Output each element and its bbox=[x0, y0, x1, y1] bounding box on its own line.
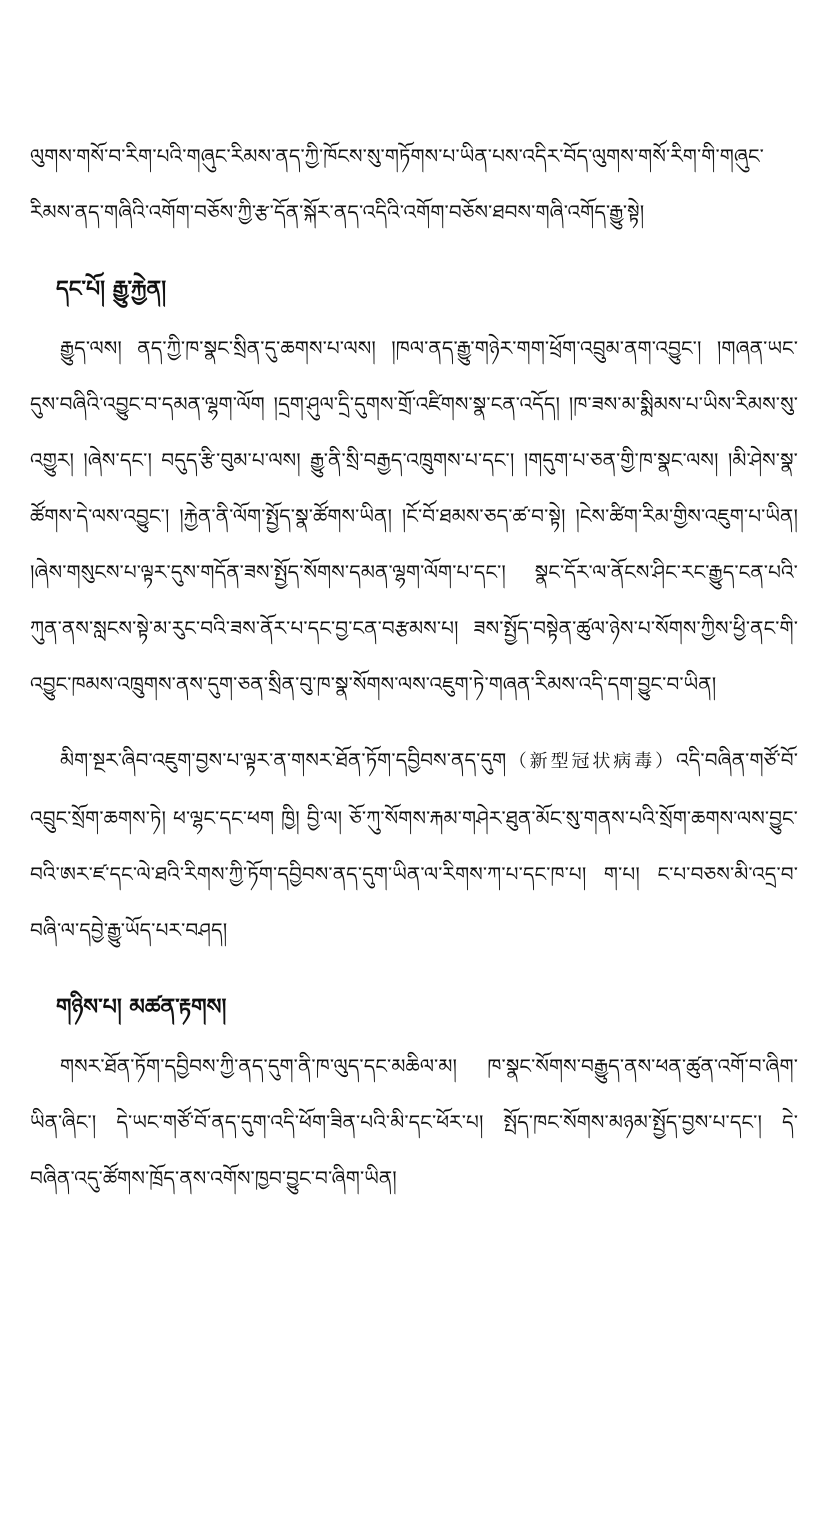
virus-paragraph-rest: འདི་བཞིན་གཙོ་བོ་འབྲུང་སྲོག་ཆགས་ཏེ། ཕ་ལྷང་དང་ཕག ཁྱི། བྱི་ལ། ཅོ་ཀུ་སོགས་རྐམ་གཤེར་ཐུན་མོང་སུ་གནས་པའི་སྲོག་ཆགས་ལས་བྱུང་བའི་ཨར་ཛ་དང་ལེ་ཐའི་རིགས་ཀྱི་ཏོག་དབྱིབས་ནད་དུག་ཡིན་ལ་རིགས་ཀ་པ་དང་ཁ་པ། ག་པ། ང་པ་བཅས་མི་འདྲ་བ་བཞི་ལ་དབྱེ་རྒྱུ་ཡོད་པར་བཤད། bbox=[30, 748, 798, 942]
document-body bbox=[30, 128, 798, 1206]
symptoms-paragraph: གསར་ཐོན་ཏོག་དབྱིབས་ཀྱི་ནད་དུག་ནི་ཁ་ལུད་དང་མཆིལ་མ། ཁ་སྣང་སོགས་བརྒྱུད་ནས་ཕན་ཚུན་འགོ་བ་ཞིག་ཡིན་ཞིང་། དེ་ཡང་གཙོ་བོ་ནད་དུག་འདི་ཕོག་ཟིན་པའི་མི་དང་ཕོར་པ། སྤོད་ཁང་སོགས་མཉམ་སྤྱོད་བྱས་པ་དང་། དེ་བཞིན་འདུ་ཚོགས་ཁྲོད་ནས་འགོས་ཁྱབ་བྱུང་བ་ཞིག་ཡིན། bbox=[30, 1054, 798, 1190]
section-heading-causes: དང་པོ། རྒྱུ་རྐྱེན། bbox=[56, 277, 167, 302]
virus-chinese-note: （新型冠状病毒） bbox=[506, 751, 677, 772]
virus-paragraph bbox=[30, 732, 798, 958]
section-heading-symptoms: གཉིས་པ། མཚན་རྟགས། bbox=[56, 995, 227, 1020]
causes-paragraph: རྒྱུད་ལས། ནད་ཀྱི་ཁ་སྣང་སྲིན་དུ་ཆགས་པ་ལས། །ཁལ་ནད་རྒྱུ་གཉེར་གག་ཕྲོག་འབྲུམ་ནག་འབྱུང་། །གཞན་ཡང་དུས་བཞིའི་འབྱུང་བ་དམན་ལྷག་ལོག །དྲག་ཤུལ་དྲི་དུགས་གྲོ་འཛིགས་སྣ་ངན་འདོད། །ཁ་ཟས་མ་སྨིམས་པ་ཡིས་རིམས་སུ་འགྱུར། །ཞེས་དང་། བདུད་རྩི་བུམ་པ་ལས། རྒྱུ་ནི་སྲི་བརྒྱད་འཁྲུགས་པ་དང་། །གདུག་པ་ཅན་གྱི་ཁ་སྣང་ལས། །མི་ཤེས་སྣ་ཚོགས་དེ་ལས་འབྱུང་། །རྐྱེན་ནི་ལོག་སྤྱོད་སྣ་ཚོགས་ཡིན། །ངོ་བོ་ཐམས་ཅད་ཚ་བ་སྟེ། །ངེས་ཚིག་རིམ་གྱིས་འཇུག་པ་ཡིན། །ཞེས་གསུངས་པ་ལྟར་དུས་གདོན་ཟས་སྤྱོད་སོགས་དམན་ལྷག་ལོག་པ་དང་། སྣང་དོར་ལ་ནོངས་ཤིང་རང་རྒྱུད་ངན་པའི་ཀུན་ནས་སླངས་སྟེ་མ་རུང་བའི་ཟས་ནོར་པ་དང་བྱ་ངན་བརྩམས་པ། ཟས་སྤྱོད་བསྟེན་ཚུལ་ཉེས་པ་སོགས་ཀྱིས་ཕྱི་ནང་གི་འབྱུང་ཁམས་འཁྲུགས་ནས་དུག་ཅན་སྲིན་བུ་ཁ་སྣ་སོགས་ལས་འཇུག་ཏེ་གཞན་རིམས་འདི་དག་བྱུང་བ་ཡིན། bbox=[30, 336, 798, 696]
intro-paragraph: ལུགས་གསོ་བ་རིག་པའི་གཞུང་རིམས་ནད་ཀྱི་ཁོངས་སུ་གཏོགས་པ་ཡིན་པས་འདིར་བོད་ལུགས་གསོ་རིག་གི་གཞུང་རིམས་ནད་གཞིའི་འགོག་བཅོས་ཀྱི་རྩ་དོན་སྐོར་ནད་འདིའི་འགོག་བཅོས་ཐབས་གཞི་འགོད་རྒྱུ་སྟེ། bbox=[30, 144, 764, 224]
virus-paragraph-main: མིག་སྔར་ཞིབ་འཇུག་བྱས་པ་ལྟར་ན་གསར་ཐོན་ཏོག་དབྱིབས་ནད་དུག bbox=[60, 748, 507, 772]
